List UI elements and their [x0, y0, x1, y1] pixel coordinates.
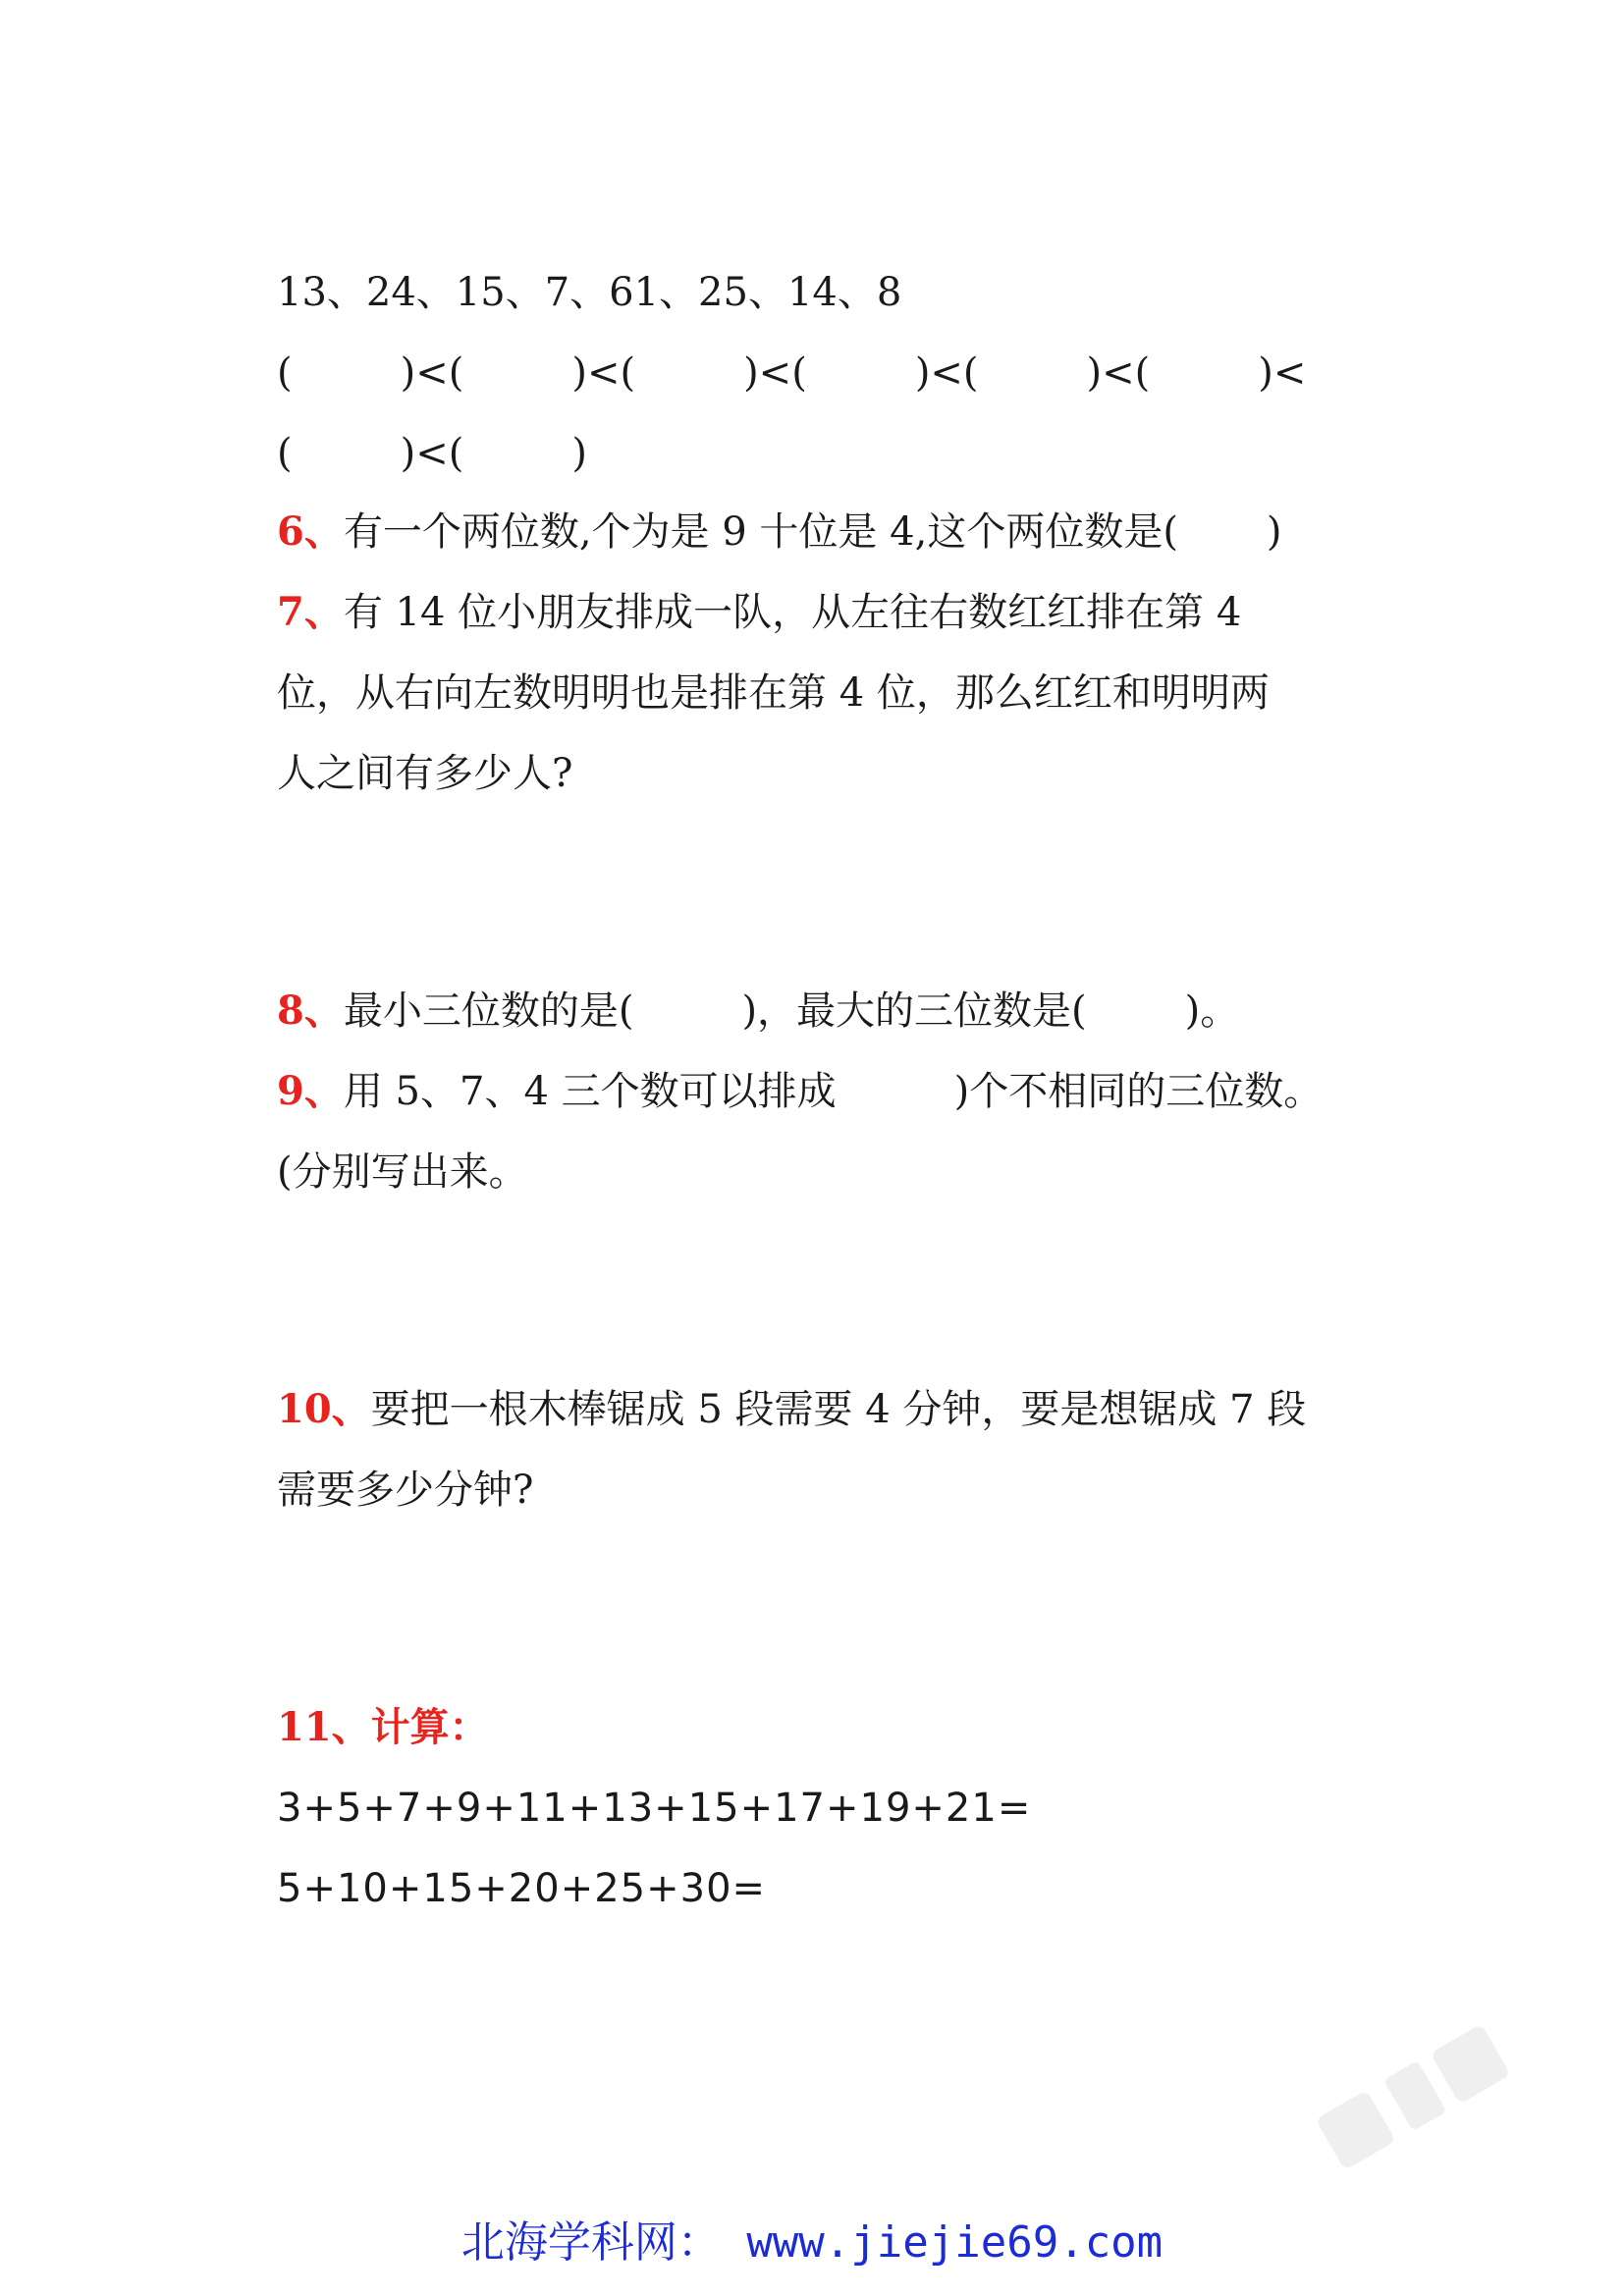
- paren: (: [277, 350, 293, 396]
- question-number: 11、: [277, 1704, 371, 1750]
- q5-ordering-row-1: [277, 346, 1367, 400]
- q5-numbers: 13、24、15、7、61、25、14、8: [277, 270, 902, 315]
- question-7-line-1: [277, 585, 1367, 640]
- question-6: [277, 505, 1367, 560]
- question-number: 8、: [277, 988, 344, 1034]
- question-8: [277, 984, 1367, 1039]
- question-10-line-1: [277, 1382, 1367, 1437]
- question-text: 有一个两位数,个为是 9 十位是 4,这个两位数是(: [343, 509, 1178, 555]
- question-number: 10、: [277, 1386, 371, 1432]
- question-text: )。: [1184, 988, 1240, 1034]
- question-title: 计算：: [370, 1704, 489, 1750]
- question-text: )个不相同的三位数。: [953, 1069, 1324, 1114]
- paren: )<(: [1086, 350, 1151, 396]
- footer-site-link[interactable]: 北海学科网： www.jiejie69.com: [460, 2217, 1164, 2268]
- paren: (: [277, 431, 293, 476]
- question-7-line-3: 人之间有多少人?: [277, 751, 573, 796]
- question-text: )，最大的三位数是(: [741, 988, 1087, 1034]
- question-text: 用 5、7、4 三个数可以排成: [343, 1069, 837, 1114]
- question-9-line-2: (分别写出来。: [277, 1149, 528, 1195]
- paren: )<(: [400, 350, 464, 396]
- paren: )<(: [400, 431, 464, 476]
- q5-ordering-row-2: [277, 426, 1367, 481]
- question-text: 要把一根木棒锯成 5 段需要 4 分钟，要是想锯成 7 段: [370, 1387, 1307, 1432]
- calc-expression-1: 3+5+7+9+11+13+15+17+19+21=: [277, 1786, 1032, 1831]
- paren: )<: [1258, 350, 1307, 396]
- question-10-line-2: 需要多少分钟?: [277, 1468, 534, 1513]
- paren: )<(: [914, 350, 979, 396]
- question-9: [277, 1064, 1367, 1119]
- question-text: 有 14 位小朋友排成一队，从左往右数红红排在第 4: [343, 590, 1242, 635]
- question-number: 9、: [277, 1068, 344, 1114]
- question-number: 7、: [277, 589, 344, 635]
- question-11-title: [277, 1700, 1367, 1755]
- paren: ): [1266, 509, 1282, 555]
- paren: )<(: [743, 350, 807, 396]
- question-text: 最小三位数的是(: [343, 988, 634, 1034]
- question-number: 6、: [277, 508, 344, 555]
- paren: )<(: [571, 350, 636, 396]
- paren: ): [571, 431, 587, 476]
- watermark-logo-icon: [1276, 2012, 1571, 2169]
- calc-expression-2: 5+10+15+20+25+30=: [277, 1866, 767, 1911]
- question-7-line-2: 位，从右向左数明明也是排在第 4 位，那么红红和明明两: [277, 670, 1270, 716]
